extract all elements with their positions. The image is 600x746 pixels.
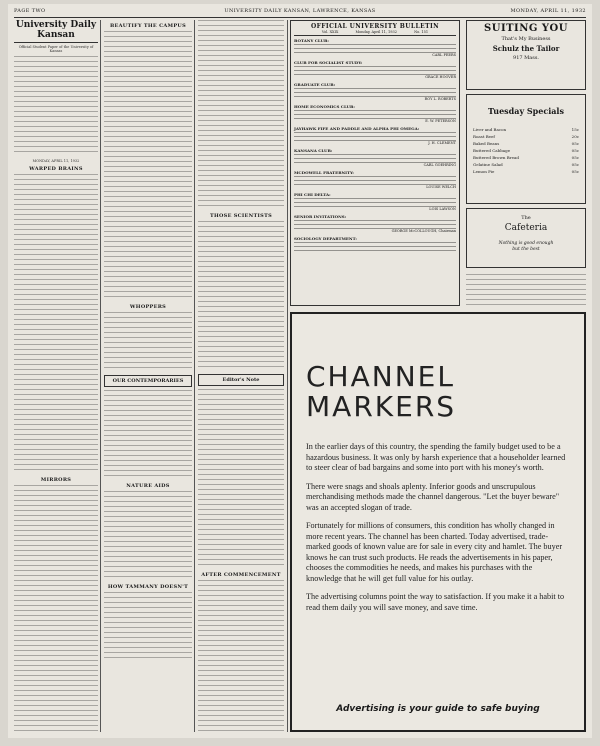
bulletin-item-name: JAYHAWK FIFE AND PADDLE AND ALPHA PHI OMEGA:	[294, 126, 420, 131]
bulletin-item	[294, 38, 456, 57]
masthead-subtitle: Official Student Paper of the University of Kansas	[18, 45, 94, 53]
special-item	[473, 168, 579, 175]
special-item-name: Gelatine Salad	[473, 162, 503, 167]
bulletin-item-text	[294, 242, 456, 251]
bulletin-item-name: CLUB FOR SOCIALIST STUDY:	[294, 60, 363, 65]
bulletin-title: OFFICIAL UNIVERSITY BULLETIN	[310, 23, 440, 30]
special-item-name: Lemon Pie	[473, 169, 495, 174]
ad-suiting-name: Schulz the Tailor	[492, 44, 560, 53]
channel-title-line-1: CHANNEL	[306, 360, 455, 393]
special-item-name: Baked Beans	[473, 141, 500, 146]
bulletin-item	[294, 82, 456, 101]
bulletin-item-name: GRADUATE CLUB:	[294, 82, 336, 87]
masthead-title: University Daily Kansan	[14, 20, 98, 43]
newspaper-page	[8, 4, 592, 738]
ad-suiting-you	[466, 20, 586, 90]
bulletin-item-name: SOCIOLOGY DEPARTMENT:	[294, 236, 357, 241]
bulletin-item	[294, 60, 456, 79]
bulletin-item-signature: GEORGE McCOLLOUGH, Chairman	[391, 229, 456, 233]
bulletin-overflow-text	[466, 274, 586, 306]
bulletin-subline	[294, 30, 456, 36]
bulletin-item-text	[294, 44, 456, 53]
column-2	[104, 20, 192, 732]
bulletin-item-signature: E. W. PETERSON	[425, 119, 456, 123]
special-item-price: 05c	[571, 169, 579, 174]
article-beautify-campus	[104, 31, 192, 301]
staff-listing	[14, 56, 98, 156]
special-item	[473, 147, 579, 154]
bulletin-day: Monday, April 11, 1932	[355, 30, 397, 34]
special-item	[473, 140, 579, 147]
article-contemporaries	[104, 390, 192, 480]
channel-markers-ad	[290, 312, 586, 732]
special-item-name: Roast Beef	[473, 134, 495, 139]
paper-name: UNIVERSITY DAILY KANSAN, LAWRENCE, KANSAS	[224, 8, 376, 14]
channel-paragraph-3: Fortunately for millions of consumers, this condition has wholly changed in more recent years. The channel has been charted. Today advertised, trade-marked goods of known value are for sale in every city and hamlet. The buyer knows he can trust such products. He reads the advertisements in his paper, chooses the commodities he needs, and makes his purchases with the knowledge that he will get full value for his outlay.	[306, 521, 563, 583]
ad-specials-heading: Tuesday Specials	[488, 106, 564, 116]
bulletin-item	[294, 148, 456, 167]
headline-nature-aids: NATURE AIDS	[126, 483, 170, 489]
special-item-price: 15c	[571, 127, 579, 132]
contemporaries-title: OUR CONTEMPORARIES	[112, 378, 184, 384]
bulletin-item-signature: LOUISE WELCH	[426, 185, 456, 189]
article-editors-note	[198, 389, 284, 569]
channel-markers-title	[306, 362, 566, 422]
headline-warped-brains: WARPED BRAINS	[29, 166, 83, 172]
ad-cafeteria-tagline-1: Nothing is good enough	[498, 241, 554, 246]
bulletin-item	[294, 170, 456, 189]
column-3	[198, 20, 284, 732]
contemporaries-box	[104, 375, 192, 387]
article-mirrors	[14, 485, 98, 732]
article-continued	[198, 20, 284, 210]
headline-mirrors: MIRRORS	[40, 477, 72, 483]
bulletin-items	[294, 38, 456, 251]
headline-beautify-campus: BEAUTIFY THE CAMPUS	[109, 23, 187, 29]
special-item	[473, 126, 579, 133]
special-item-price: 05c	[571, 141, 579, 146]
bulletin-item-name: MCDOWELL FRATERNITY:	[294, 170, 354, 175]
bulletin-item	[294, 126, 456, 145]
special-item-name: Liver and Bacon	[473, 127, 507, 132]
special-item-price: 20c	[571, 134, 579, 139]
official-bulletin	[290, 20, 460, 306]
channel-paragraph-2: There were snags and shoals aplenty. Inferior goods and unscrupulous merchandising methods made the channel dangerous. "Let the buyer beware" was an accepted slogan of trade.	[306, 481, 560, 512]
bulletin-item-text	[294, 110, 456, 119]
column-1	[14, 20, 98, 732]
bulletin-item-text	[294, 88, 456, 97]
bulletin-item-name: BOTANY CLUB:	[294, 38, 329, 43]
bulletin-item-signature: GRACE HOOVER	[425, 75, 456, 79]
headline-scientists: THOSE SCIENTISTS	[209, 213, 273, 219]
special-item-name: Buttered Brown Bread	[473, 155, 519, 160]
ad-tuesday-specials	[466, 94, 586, 204]
channel-slogan: Advertising is your guide to safe buying	[336, 704, 540, 714]
channel-paragraph-4: The advertising columns point the way to satisfaction. If you make it a habit to read them daily you will save money, and save time.	[306, 592, 565, 612]
column-rule	[100, 20, 101, 732]
special-item	[473, 154, 579, 161]
article-tammany	[104, 592, 192, 662]
bulletin-item	[294, 192, 456, 211]
ad-cafeteria-name: Cafeteria	[504, 223, 548, 233]
bulletin-item-name: SENIOR INVITATIONS:	[294, 214, 347, 219]
ad-cafeteria-tagline	[467, 241, 585, 253]
special-item	[473, 133, 579, 140]
page-header	[14, 7, 586, 18]
editorial-date: MONDAY, APRIL 11, 1932	[32, 159, 80, 163]
ad-suiting-line: That's My Business	[501, 36, 551, 42]
bulletin-item-text	[294, 154, 456, 163]
bulletin-item-text	[294, 198, 456, 207]
article-scientists	[198, 221, 284, 371]
headline-after-commencement: AFTER COMMENCEMENT	[201, 572, 281, 578]
bulletin-number: No. 151	[414, 30, 429, 34]
ad-cafeteria-tagline-2: but the best	[512, 247, 540, 252]
bulletin-item-signature: CARL PEERS	[432, 53, 456, 57]
bulletin-volume: Vol. XXIX	[321, 30, 339, 34]
bulletin-item-text	[294, 66, 456, 75]
bulletin-item-signature: CARL GOEHRING	[423, 163, 456, 167]
page-number: PAGE TWO	[14, 8, 46, 14]
issue-date: MONDAY, APRIL 11, 1932	[510, 8, 586, 14]
bulletin-item-signature: J. H. CLEMENT	[428, 141, 456, 145]
bulletin-item	[294, 104, 456, 123]
bulletin-item-text	[294, 176, 456, 185]
article-warped-brains	[14, 174, 98, 474]
bulletin-item-name: KANSANA CLUB:	[294, 148, 333, 153]
headline-tammany: HOW TAMMANY DOESN'T	[107, 584, 189, 590]
headline-whoppers: WHOPPERS	[129, 304, 167, 310]
editors-note-box: Editor's Note	[198, 374, 284, 386]
special-item-price: 05c	[571, 162, 579, 167]
ad-cafeteria-the: The	[521, 215, 531, 221]
bulletin-item-text	[294, 132, 456, 141]
bulletin-item	[294, 236, 456, 251]
special-item	[473, 161, 579, 168]
ad-suiting-address: 917 Mass.	[513, 55, 539, 61]
bulletin-item-name: HOME ECONOMICS CLUB:	[294, 104, 355, 109]
special-item-name: Buttered Cabbage	[473, 148, 511, 153]
channel-paragraph-1: In the earlier days of this country, the spending the family budget used to be a hazardous business. It was only by harsh experience that a householder learned to steer clear of bad bargains and some into port with his money's worth.	[306, 442, 566, 472]
article-after-commencement	[198, 580, 284, 732]
bulletin-item-signature: ROY L. ROBERTS	[424, 97, 456, 101]
special-item-price: 05c	[571, 155, 579, 160]
article-nature-aids	[104, 491, 192, 581]
bulletin-item-name: PHI CHI DELTA:	[294, 192, 331, 197]
channel-markers-body	[306, 442, 568, 621]
article-whoppers	[104, 312, 192, 372]
column-rule	[194, 20, 195, 732]
special-item-price: 05c	[571, 148, 579, 153]
column-rule	[287, 20, 288, 732]
bulletin-item-text	[294, 220, 456, 229]
bulletin-item	[294, 214, 456, 233]
specials-list	[473, 126, 579, 175]
ad-cafeteria	[466, 208, 586, 268]
channel-title-line-2: MARKERS	[306, 390, 457, 423]
ad-suiting-headline: SUITING YOU	[484, 23, 568, 34]
bulletin-item-signature: LOIS LAWSON	[429, 207, 456, 211]
